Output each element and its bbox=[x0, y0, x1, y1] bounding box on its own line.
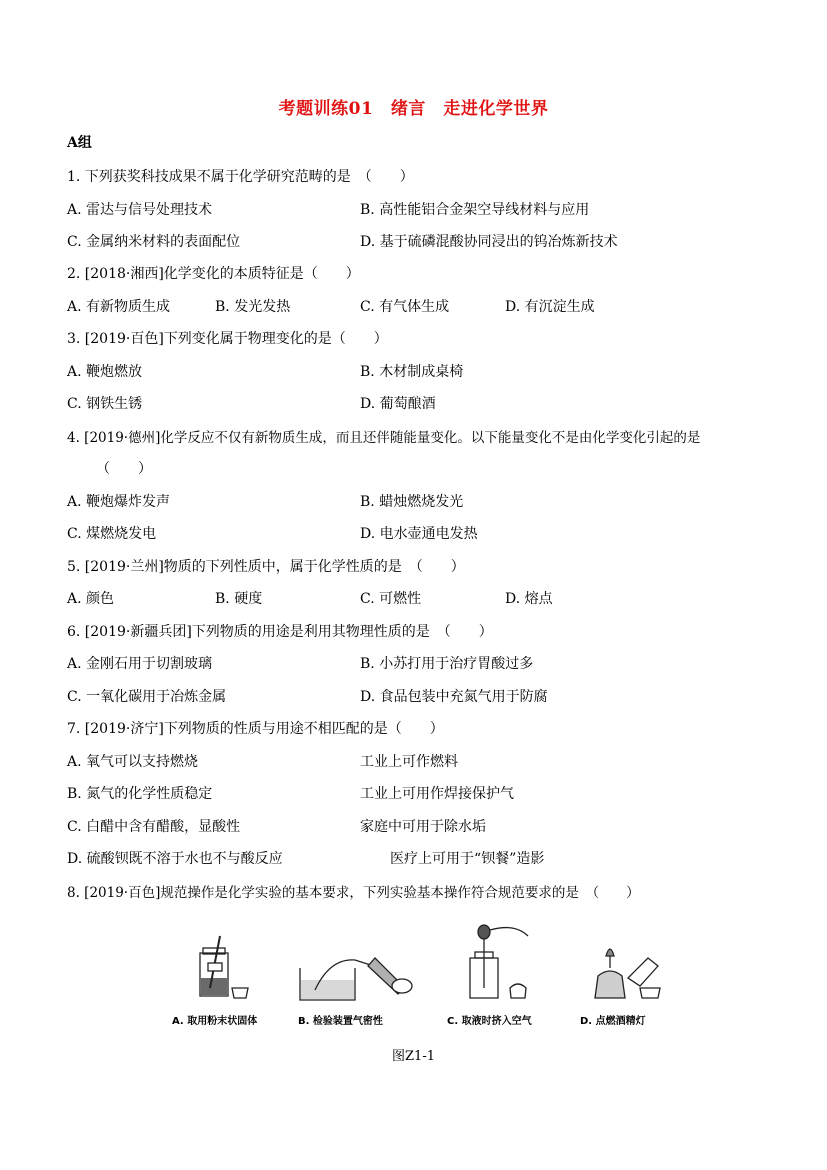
group-heading: A组 bbox=[67, 135, 92, 151]
question-1-option-a: A. 雷达与信号处理技术 bbox=[67, 202, 213, 218]
question-4-stem: 4. [2019·德州]化学反应不仅有新物质生成，而且还伴随能量变化。以下能量变化不是由化学变化引起的是 bbox=[67, 430, 701, 446]
question-5-stem: 5. [2019·兰州]物质的下列性质中，属于化学性质的是 （ ） bbox=[67, 559, 465, 575]
alcohol-lamp-illustration bbox=[595, 949, 660, 998]
question-7-option-c-property: C. 白醋中含有醋酸，显酸性 bbox=[67, 819, 241, 835]
page-title: 考题训练01 绪言 走进化学世界 bbox=[278, 99, 549, 119]
question-2-option-b: B. 发光发热 bbox=[215, 299, 291, 315]
question-6-option-b: B. 小苏打用于治疗胃酸过多 bbox=[360, 656, 534, 672]
figure-label-d: D. 点燃酒精灯 bbox=[580, 1016, 646, 1027]
question-3-option-a: A. 鞭炮燃放 bbox=[67, 364, 143, 380]
question-3-option-c: C. 钢铁生锈 bbox=[67, 396, 143, 412]
powder-jar-illustration bbox=[200, 936, 248, 998]
question-6-stem: 6. [2019·新疆兵团]下列物质的用途是利用其物理性质的是 （ ） bbox=[67, 624, 493, 640]
question-2-stem: 2. [2018·湘西]化学变化的本质特征是（ ） bbox=[67, 266, 360, 282]
figure-label-b: B. 检验装置气密性 bbox=[298, 1016, 383, 1027]
question-5-option-b: B. 硬度 bbox=[215, 591, 263, 607]
dropper-illustration bbox=[470, 925, 528, 998]
question-2-option-d: D. 有沉淀生成 bbox=[505, 299, 595, 315]
question-5-option-c: C. 可燃性 bbox=[360, 591, 422, 607]
question-4-option-d: D. 电水壶通电发热 bbox=[360, 526, 478, 542]
question-1-option-b: B. 高性能铝合金架空导线材料与应用 bbox=[360, 202, 590, 218]
question-7-option-d-property: D. 硫酸钡既不溶于水也不与酸反应 bbox=[67, 851, 283, 867]
question-4-option-b: B. 蜡烛燃烧发光 bbox=[360, 494, 464, 510]
question-7-option-a-property: A. 氧气可以支持燃烧 bbox=[67, 754, 199, 770]
experiment-figure bbox=[170, 918, 670, 1033]
question-7-stem: 7. [2019·济宁]下列物质的性质与用途不相匹配的是（ ） bbox=[67, 721, 444, 737]
airtightness-test-illustration bbox=[300, 958, 412, 1000]
question-6-option-d: D. 食品包装中充氮气用于防腐 bbox=[360, 689, 548, 705]
figure-label-c: C. 取液时挤入空气 bbox=[447, 1016, 532, 1027]
question-3-stem: 3. [2019·百色]下列变化属于物理变化的是（ ） bbox=[67, 331, 388, 347]
figure-caption: 图Z1-1 bbox=[392, 1049, 435, 1064]
question-7-option-b-property: B. 氮气的化学性质稳定 bbox=[67, 786, 213, 802]
question-3-option-d: D. 葡萄酿酒 bbox=[360, 396, 436, 412]
question-5-option-d: D. 熔点 bbox=[505, 591, 553, 607]
question-3-option-b: B. 木材制成桌椅 bbox=[360, 364, 464, 380]
question-7-option-d-use: 医疗上可用于“钡餐”造影 bbox=[390, 851, 545, 867]
question-7-option-b-use: 工业上可用作焊接保护气 bbox=[360, 786, 514, 802]
question-6-option-c: C. 一氧化碳用于冶炼金属 bbox=[67, 689, 227, 705]
question-4-option-a: A. 鞭炮爆炸发声 bbox=[67, 494, 171, 510]
question-7-option-a-use: 工业上可作燃料 bbox=[360, 754, 458, 770]
question-1-option-d: D. 基于硫磷混酸协同浸出的钨冶炼新技术 bbox=[360, 234, 618, 250]
question-2-option-a: A. 有新物质生成 bbox=[67, 299, 171, 315]
question-6-option-a: A. 金刚石用于切割玻璃 bbox=[67, 656, 213, 672]
question-4-blank: （ ） bbox=[96, 461, 152, 477]
figure-label-a: A. 取用粉末状固体 bbox=[172, 1016, 258, 1027]
question-5-option-a: A. 颜色 bbox=[67, 591, 115, 607]
question-2-option-c: C. 有气体生成 bbox=[360, 299, 450, 315]
question-4-option-c: C. 煤燃烧发电 bbox=[67, 526, 157, 542]
question-8-stem: 8. [2019·百色]规范操作是化学实验的基本要求，下列实验基本操作符合规范要求的是 （ ） bbox=[67, 885, 640, 901]
question-1-stem: 1. 下列获奖科技成果不属于化学研究范畴的是 （ ） bbox=[67, 169, 414, 185]
question-7-option-c-use: 家庭中可用于除水垢 bbox=[360, 819, 486, 835]
question-1-option-c: C. 金属纳米材料的表面配位 bbox=[67, 234, 241, 250]
